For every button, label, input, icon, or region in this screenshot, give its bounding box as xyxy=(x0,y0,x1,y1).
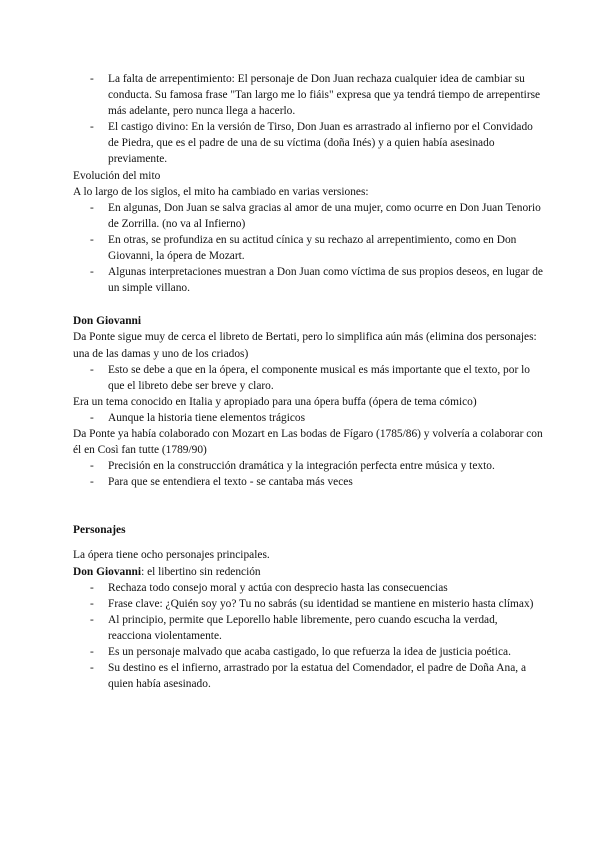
list-item: - Al principio, permite que Leporello hable libremente, pero cuando escucha la verdad, reacciona violentamente. xyxy=(73,612,543,644)
list-item: - Para que se entendiera el texto - se cantaba más veces xyxy=(73,474,543,490)
bullet-list xyxy=(73,410,543,426)
character-line xyxy=(73,564,543,580)
document-content xyxy=(73,71,543,692)
list-item: - El castigo divino: En la versión de Tirso, Don Juan es arrastrado al infierno por el Convidado de Piedra, que es el padre de una de su víctima (doña Inés) y a quien había asesinado previamente. xyxy=(73,119,543,167)
section-heading-don-giovanni: Don Giovanni xyxy=(73,315,142,328)
paragraph: Era un tema conocido en Italia y apropiado para una ópera buffa (ópera de tema cómico) xyxy=(73,395,477,408)
bullet-list-arrepentimiento xyxy=(73,71,543,168)
section-heading-personajes: Personajes xyxy=(73,524,126,537)
bullet-list xyxy=(73,458,543,490)
bullet-list xyxy=(73,362,543,394)
character-name: Don Giovanni xyxy=(73,565,142,578)
list-item: - Es un personaje malvado que acaba castigado, lo que refuerza la idea de justicia poética. xyxy=(73,644,543,660)
list-item: - Precisión en la construcción dramática y la integración perfecta entre música y texto. xyxy=(73,458,543,474)
list-item: - Esto se debe a que en la ópera, el componente musical es más importante que el texto, por lo que el libreto debe ser breve y claro. xyxy=(73,362,543,394)
evolucion-title: Evolución del mito xyxy=(73,169,161,182)
bullet-list-personajes xyxy=(73,580,543,693)
list-item: - En otras, se profundiza en su actitud cínica y su rechazo al arrepentimiento, como en Don Giovanni, la ópera de Mozart. xyxy=(73,232,543,264)
bullet-list-evolucion xyxy=(73,200,543,297)
list-item: - Rechaza todo consejo moral y actúa con desprecio hasta las consecuencias xyxy=(73,580,543,596)
evolucion-intro: A lo largo de los siglos, el mito ha cambiado en varias versiones: xyxy=(73,185,369,198)
paragraph: Da Ponte sigue muy de cerca el libreto de Bertati, pero lo simplifica aún más (elimina dos personajes: una de las damas y uno de los criados) xyxy=(73,331,537,360)
list-item: - Algunas interpretaciones muestran a Don Juan como víctima de sus propios deseos, en lugar de un simple villano. xyxy=(73,264,543,296)
list-item: - La falta de arrepentimiento: El personaje de Don Juan rechaza cualquier idea de cambiar su conducta. Su famosa frase "Tan largo me lo fiáis" expresa que ya tendrá tiempo de arrepentirse más adelante, pero nunca llega a hacerlo. xyxy=(73,71,543,119)
paragraph: Da Ponte ya había colaborado con Mozart en Las bodas de Fígaro (1785/86) y volvería a colaborar con él en Così fan tutte (1789/90) xyxy=(73,427,543,457)
list-item: - En algunas, Don Juan se salva gracias al amor de una mujer, como ocurre en Don Juan Tenorio de Zorrilla. (no va al Infierno) xyxy=(73,200,543,232)
list-item: - Frase clave: ¿Quién soy yo? Tu no sabrás (su identidad se mantiene en misterio hasta clímax) xyxy=(73,596,543,612)
paragraph: La ópera tiene ocho personajes principales. xyxy=(73,549,270,562)
character-desc: : el libertino sin redención xyxy=(141,565,261,578)
list-item: - Aunque la historia tiene elementos trágicos xyxy=(73,410,543,426)
list-item: - Su destino es el infierno, arrastrado por la estatua del Comendador, el padre de Doña Ana, a quien había asesinado. xyxy=(73,660,543,692)
